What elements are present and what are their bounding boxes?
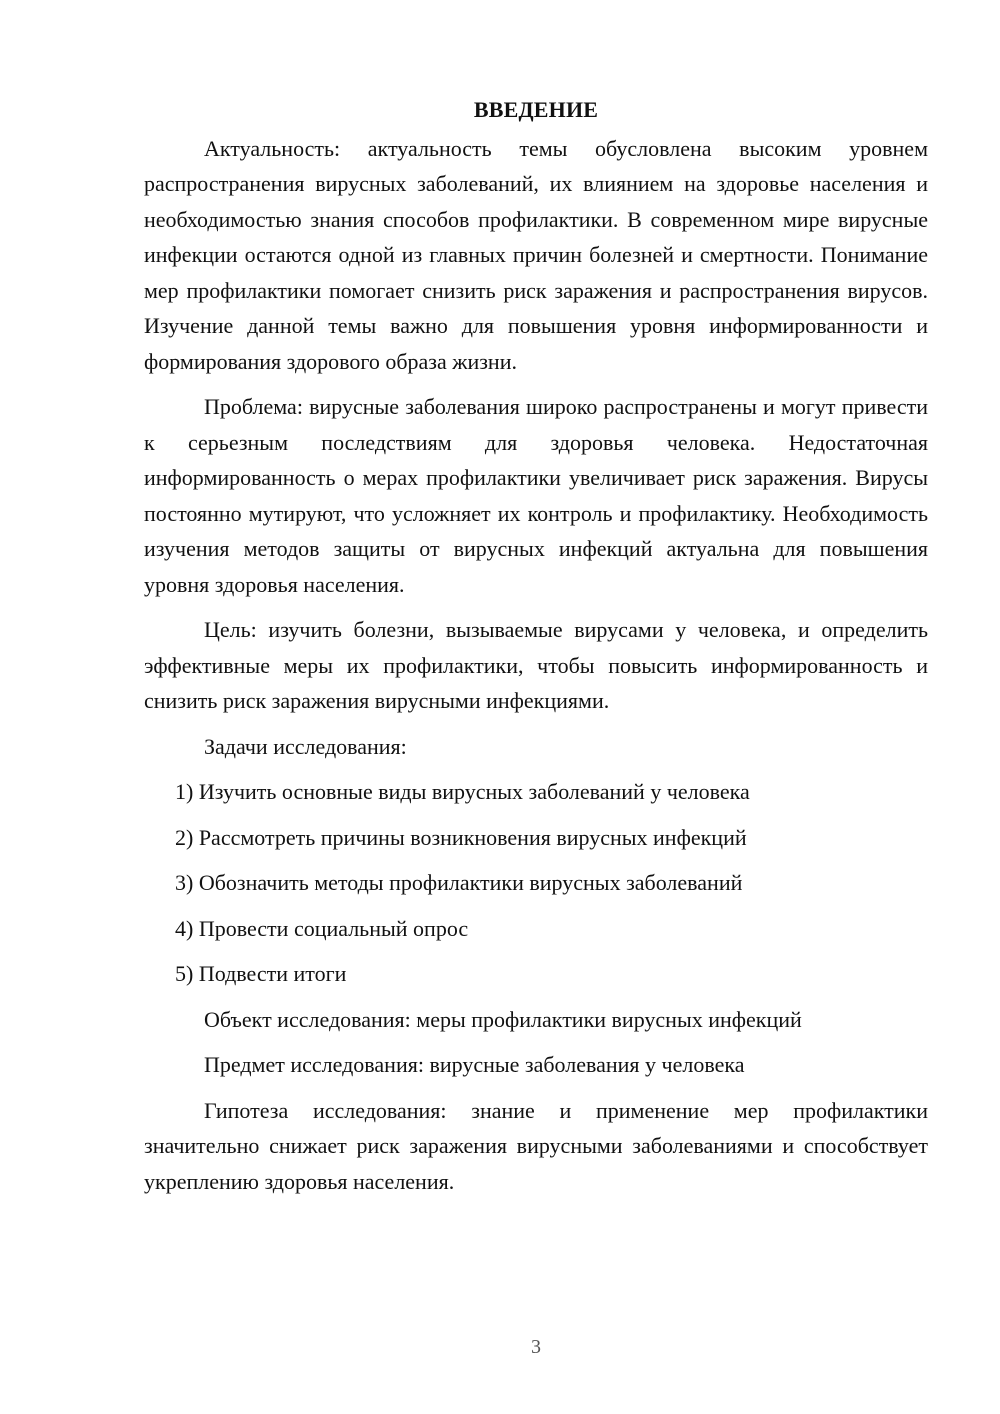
goal-paragraph: Цель: изучить болезни, вызываемые вирусами у человека, и определить эффективные меры их профилактики, чтобы повысить информированность и снизить риск заражения вирусными инфекциями. bbox=[144, 617, 928, 713]
tasks-list bbox=[144, 774, 928, 992]
problem-paragraph: Проблема: вирусные заболевания широко распространены и могут привести к серьезным последствиям для здоровья человека. Недостаточная информированность о мерах профилактики увеличивает риск заражения. Вирусы постоянно мутируют, что усложняет их контроль и профилактику. Необходимость изучения методов защиты от вирусных инфекций актуальна для повышения уровня здоровья населения. bbox=[144, 394, 928, 597]
research-subject: Предмет исследования: вирусные заболевания у человека bbox=[204, 1052, 745, 1077]
page-number: 3 bbox=[531, 1336, 541, 1358]
list-item: 3) Обозначить методы профилактики вирусных заболеваний bbox=[175, 870, 743, 895]
relevance-paragraph: Актуальность: актуальность темы обусловлена высоким уровнем распространения вирусных заболеваний, их влиянием на здоровье населения и необходимостью знания способов профилактики. В современном мире вирусные инфекции остаются одной из главных причин болезней и смертности. Понимание мер профилактики помогает снизить риск заражения и распространения вирусов. Изучение данной темы важно для повышения уровня информированности и формирования здорового образа жизни. bbox=[144, 135, 928, 374]
list-item: 2) Рассмотреть причины возникновения вирусных инфекций bbox=[175, 824, 747, 850]
page-title: ВВЕДЕНИЕ bbox=[473, 97, 599, 122]
list-item: 1) Изучить основные виды вирусных заболеваний у человека bbox=[175, 779, 750, 804]
page-content bbox=[144, 92, 928, 1209]
research-object: Объект исследования: меры профилактики вирусных инфекций bbox=[204, 1006, 802, 1032]
list-item: 4) Провести социальный опрос bbox=[175, 915, 469, 941]
list-item: 5) Подвести итоги bbox=[175, 961, 347, 986]
tasks-heading: Задачи исследования: bbox=[204, 733, 407, 759]
hypothesis-paragraph: Гипотеза исследования: знание и применение мер профилактики значительно снижает риск заражения вирусными заболеваниями и способствует укреплению здоровья населения. bbox=[144, 1097, 928, 1194]
